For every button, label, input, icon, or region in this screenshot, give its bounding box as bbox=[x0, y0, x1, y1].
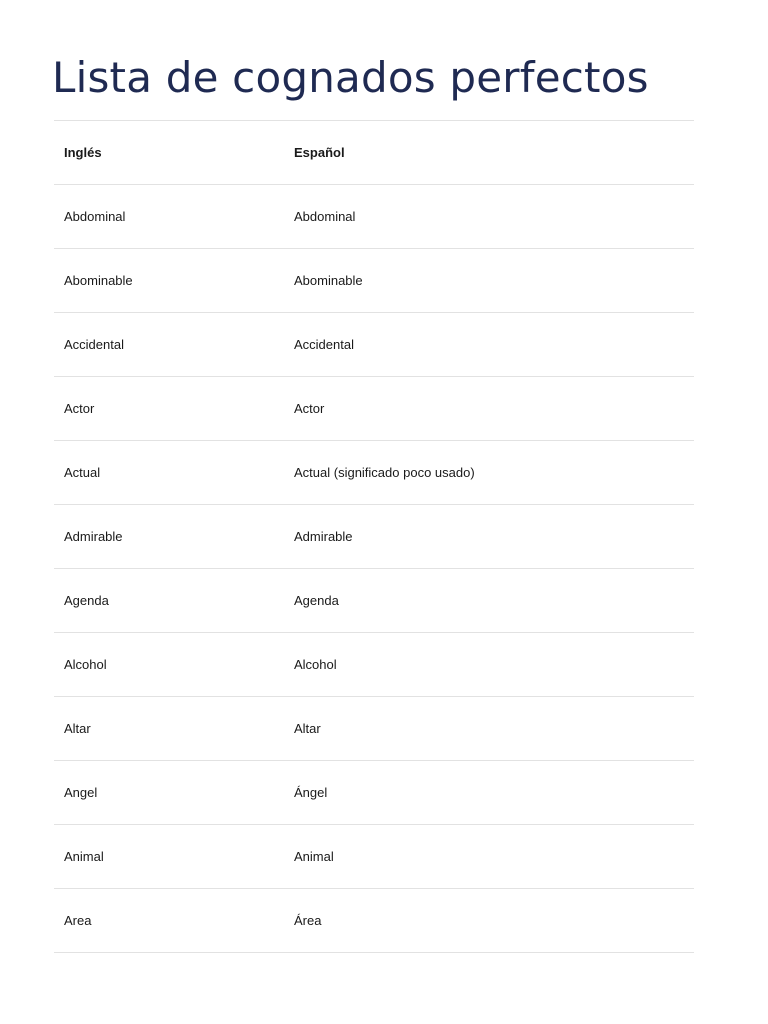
cell-english: Actor bbox=[54, 377, 284, 441]
header-spanish: Español bbox=[284, 121, 694, 185]
table-row bbox=[54, 505, 694, 569]
cell-spanish: Agenda bbox=[284, 569, 694, 633]
cell-spanish: Abdominal bbox=[284, 185, 694, 249]
table-row bbox=[54, 633, 694, 697]
cell-english: Alcohol bbox=[54, 633, 284, 697]
page-title: Lista de cognados perfectos bbox=[52, 53, 649, 102]
table-row bbox=[54, 249, 694, 313]
table-row bbox=[54, 441, 694, 505]
cell-spanish: Actor bbox=[284, 377, 694, 441]
cell-english: Admirable bbox=[54, 505, 284, 569]
cell-english: Actual bbox=[54, 441, 284, 505]
header-english: Inglés bbox=[54, 121, 284, 185]
cell-english: Altar bbox=[54, 697, 284, 761]
cell-spanish: Accidental bbox=[284, 313, 694, 377]
cell-english: Abominable bbox=[54, 249, 284, 313]
cell-spanish: Animal bbox=[284, 825, 694, 889]
cognates-table bbox=[54, 120, 694, 953]
cell-spanish: Altar bbox=[284, 697, 694, 761]
cell-spanish: Admirable bbox=[284, 505, 694, 569]
table-row bbox=[54, 761, 694, 825]
cell-spanish: Área bbox=[284, 889, 694, 953]
cell-spanish: Ángel bbox=[284, 761, 694, 825]
table-row bbox=[54, 313, 694, 377]
cell-spanish: Abominable bbox=[284, 249, 694, 313]
table-header-row bbox=[54, 121, 694, 185]
cell-english: Accidental bbox=[54, 313, 284, 377]
cell-english: Animal bbox=[54, 825, 284, 889]
table-row bbox=[54, 825, 694, 889]
cell-english: Agenda bbox=[54, 569, 284, 633]
table-row bbox=[54, 697, 694, 761]
table-row bbox=[54, 569, 694, 633]
cell-english: Area bbox=[54, 889, 284, 953]
cell-english: Abdominal bbox=[54, 185, 284, 249]
cell-spanish: Actual (significado poco usado) bbox=[284, 441, 694, 505]
table-row bbox=[54, 377, 694, 441]
cell-english: Angel bbox=[54, 761, 284, 825]
table-row bbox=[54, 185, 694, 249]
cell-spanish: Alcohol bbox=[284, 633, 694, 697]
table-row bbox=[54, 889, 694, 953]
